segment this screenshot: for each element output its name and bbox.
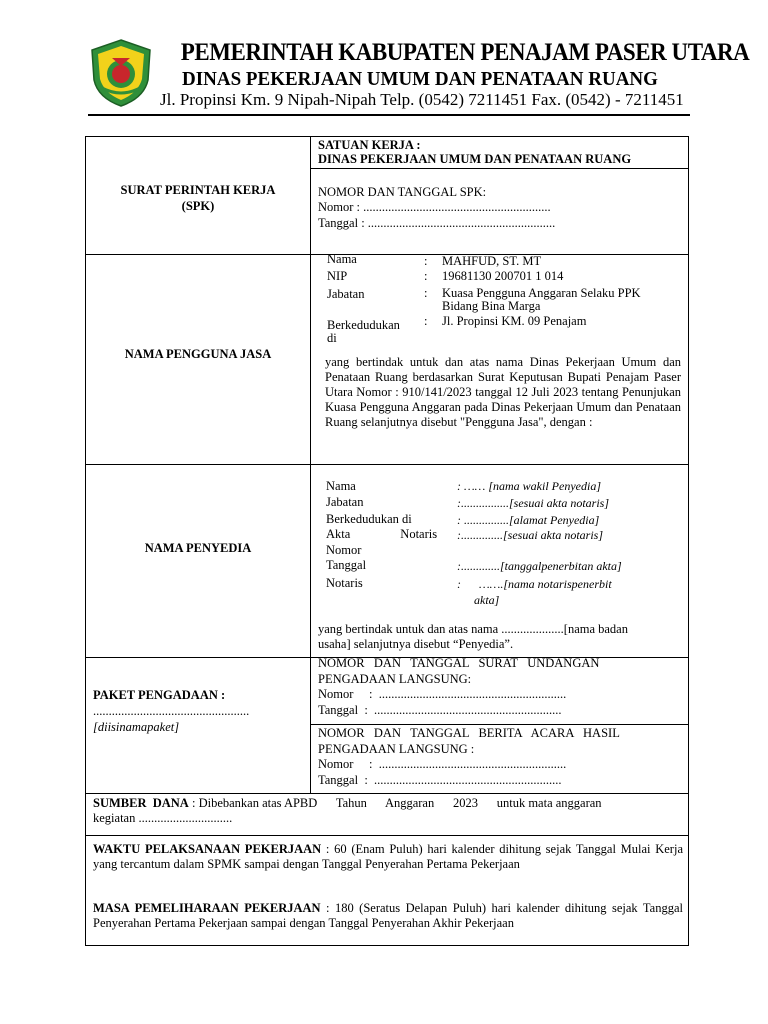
paket-pengadaan-dots: .................................................. bbox=[93, 704, 250, 718]
penyedia-paragraph-1: yang bertindak untuk dan atas nama ....................[nama badan bbox=[318, 622, 628, 636]
penyedia-title: NAMA PENYEDIA bbox=[144, 541, 252, 555]
sumber-dana-label: SUMBER DANA bbox=[93, 796, 189, 810]
pengguna-colon: : bbox=[424, 314, 428, 328]
penyedia-label-notaris: Notaris bbox=[326, 576, 363, 590]
penyedia-value-jabatan: :................[sesuai akta notaris] bbox=[457, 496, 610, 510]
row-divider bbox=[310, 168, 688, 169]
waktu-pelaksanaan-label: WAKTU PELAKSANAAN PEKERJAAN bbox=[93, 842, 322, 856]
spk-form-table bbox=[85, 136, 689, 946]
letterhead-government: PEMERINTAH KABUPATEN PENAJAM PASER UTARA bbox=[180, 39, 750, 66]
penyedia-value-nama: : …… [nama wakil Penyedia] bbox=[457, 479, 601, 493]
pengguna-label-berkedudukan: Berkedudukan bbox=[327, 318, 400, 332]
waktu-pelaksanaan bbox=[93, 842, 683, 872]
letterhead-address: Jl. Propinsi Km. 9 Nipah-Nipah Telp. (0542) 7211451 Fax. (0542) - 7211451 bbox=[160, 90, 684, 109]
masa-pemeliharaan-text: : 180 (Seratus Delapan Puluh) hari kalender dihitung sejak Tanggal Penyerahan Pertama Pekerjaan sampai dengan Tanggal Penyerahan Akhir Pekerjaan bbox=[93, 901, 683, 930]
penyedia-value-notaris: : …….[nama notarispenerbit bbox=[457, 577, 612, 591]
paket-pengadaan-name: [diisinamapaket] bbox=[93, 720, 180, 734]
spk-abbrev: (SPK) bbox=[181, 199, 215, 213]
berita-acara-label-2: PENGADAAN LANGSUNG : bbox=[318, 742, 475, 756]
letterhead-agency: DINAS PEKERJAAN UMUM DAN PENATAAN RUANG bbox=[182, 68, 658, 90]
pengguna-value-jabatan-2: Bidang Bina Marga bbox=[442, 299, 541, 313]
berita-acara-date-field: Tanggal : ............................................................ bbox=[318, 773, 562, 787]
penyedia-paragraph-2: usaha] selanjutnya disebut “Penyedia”. bbox=[318, 637, 514, 651]
spk-number-field: Nomor : ............................................................ bbox=[318, 200, 551, 214]
penyedia-label-nomor: Nomor bbox=[326, 543, 362, 557]
row-divider bbox=[86, 835, 688, 836]
pengguna-label-nip: NIP bbox=[327, 269, 348, 283]
penyedia-label-nama: Nama bbox=[326, 479, 356, 493]
pengguna-jasa-title: NAMA PENGGUNA JASA bbox=[124, 347, 272, 361]
pengguna-colon: : bbox=[424, 269, 428, 283]
masa-pemeliharaan bbox=[93, 901, 683, 931]
undangan-number-field: Nomor : ............................................................ bbox=[318, 687, 567, 701]
row-divider bbox=[86, 464, 688, 465]
pengguna-label-jabatan: Jabatan bbox=[327, 287, 365, 301]
row-divider bbox=[86, 254, 688, 255]
paket-pengadaan-title: PAKET PENGADAAN : bbox=[93, 688, 226, 702]
undangan-label: NOMOR DAN TANGGAL SURAT UNDANGAN bbox=[318, 656, 600, 670]
sumber-dana bbox=[93, 796, 602, 811]
pengguna-value-nip: 19681130 200701 1 014 bbox=[442, 269, 564, 283]
pengguna-value-address: Jl. Propinsi KM. 09 Penajam bbox=[442, 314, 587, 328]
pengguna-colon: : bbox=[424, 254, 428, 268]
letterhead bbox=[88, 38, 750, 110]
pengguna-value-jabatan: Kuasa Pengguna Anggaran Selaku PPK bbox=[442, 286, 641, 300]
row-divider bbox=[310, 724, 688, 725]
letterhead-text bbox=[160, 38, 750, 110]
berita-acara-label: NOMOR DAN TANGGAL BERITA ACARA HASIL bbox=[318, 726, 620, 740]
penyedia-label-akta: Akta Notaris bbox=[326, 527, 438, 541]
regency-emblem-icon bbox=[88, 38, 154, 108]
penyedia-value-alamat: : ...............[alamat Penyedia] bbox=[457, 513, 600, 527]
pengguna-label-nama: Nama bbox=[327, 252, 357, 266]
spk-number-date-label: NOMOR DAN TANGGAL SPK: bbox=[318, 185, 487, 199]
masa-pemeliharaan-label: MASA PEMELIHARAAN PEKERJAAN bbox=[93, 901, 321, 915]
row-divider bbox=[86, 793, 688, 794]
waktu-pelaksanaan-text: : 60 (Enam Puluh) hari kalender dihitung sejak Tanggal Mulai Kerja yang tercantum dalam SPMK sampai dengan Tanggal Penyerahan Pertama Pekerjaan bbox=[93, 842, 683, 871]
column-divider bbox=[310, 137, 311, 793]
spk-date-field: Tanggal : ............................................................ bbox=[318, 216, 556, 230]
letterhead-rule bbox=[88, 114, 690, 116]
pengguna-label-di: di bbox=[327, 331, 337, 345]
spk-title: SURAT PERINTAH KERJA bbox=[120, 183, 276, 197]
sumber-dana-text-2: kegiatan .............................. bbox=[93, 811, 233, 825]
penyedia-value-akta: :..............[sesuai akta notaris] bbox=[457, 528, 604, 542]
pengguna-value-nama: MAHFUD, ST. MT bbox=[442, 254, 542, 268]
penyedia-label-tanggal: Tanggal bbox=[326, 558, 367, 572]
undangan-date-field: Tanggal : ............................................................ bbox=[318, 703, 562, 717]
penyedia-value-notaris-2: akta] bbox=[474, 593, 500, 607]
penyedia-label-jabatan: Jabatan bbox=[326, 495, 364, 509]
penyedia-value-tanggal: :.............[tanggalpenerbitan akta] bbox=[457, 559, 622, 573]
berita-acara-number-field: Nomor : ............................................................ bbox=[318, 757, 567, 771]
satuan-kerja-value: DINAS PEKERJAAN UMUM DAN PENATAAN RUANG bbox=[318, 152, 632, 166]
sumber-dana-text: : Dibebankan atas APBD Tahun Anggaran 2023 untuk mata anggaran bbox=[188, 796, 602, 810]
satuan-kerja-label: SATUAN KERJA : bbox=[318, 138, 421, 152]
pengguna-paragraph: yang bertindak untuk dan atas nama Dinas Pekerjaan Umum dan Penataan Ruang berdasarkan Surat Keputusan Bupati Penajam Paser Utara Nomor : 910/141/2023 tanggal 12 Juli 2023 tentang Penunjukan Kuasa Pengguna Anggaran pada Dinas Pekerjaan Umum dan Penataan Ruang selanjutnya disebut "Pengguna Jasa", dengan : bbox=[325, 355, 681, 429]
penyedia-label-berkedudukan: Berkedudukan di bbox=[326, 512, 412, 526]
pengguna-colon: : bbox=[424, 286, 428, 300]
undangan-label-2: PENGADAAN LANGSUNG: bbox=[318, 672, 472, 686]
